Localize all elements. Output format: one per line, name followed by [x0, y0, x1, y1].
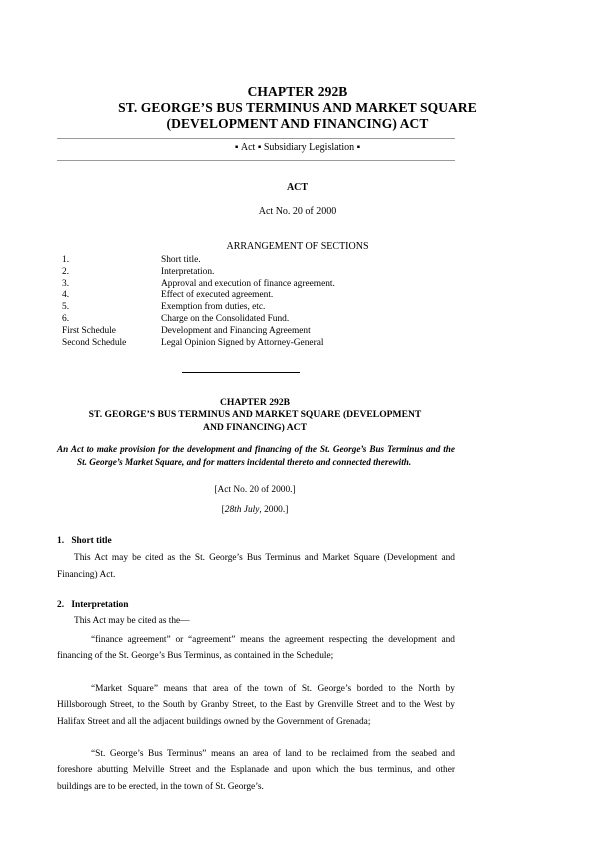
toc-title: Short title.: [161, 255, 201, 265]
toc-number: 4.: [62, 290, 70, 301]
toc-number: 2.: [62, 266, 70, 277]
toc-number: Second Schedule: [62, 337, 127, 348]
toc-row[interactable]: [62, 302, 462, 314]
section-divider: [182, 372, 300, 373]
section-1-text: This Act may be cited as the St. George’s Bus Terminus and Market Square (Development and Financing) Act.: [57, 553, 455, 580]
bullet: ▪: [356, 142, 361, 153]
toc-row[interactable]: [62, 326, 462, 338]
body-title-line-1: ST. GEORGE’S BUS TERMINUS AND MARKET SQUARE (DEVELOPMENT: [88, 409, 422, 420]
act-link[interactable]: Act: [240, 142, 256, 153]
toc-row[interactable]: [62, 267, 462, 279]
arrangement-heading: ARRANGEMENT OF SECTIONS: [226, 241, 369, 252]
chapter-heading: CHAPTER 292B: [247, 84, 348, 99]
toc-row[interactable]: [62, 290, 462, 302]
act-reference: [Act No. 20 of 2000.]: [214, 485, 296, 495]
section-title: Short title: [71, 536, 112, 546]
act-title-line-1: ST. GEORGE’S BUS TERMINUS AND MARKET SQUARE: [118, 100, 477, 115]
section-2-heading: [57, 599, 128, 611]
definition-finance-agreement: “finance agreement” or “agreement” means the agreement respecting the development and financing of the St. George’s Bus Terminus, as contained in the Schedule;: [57, 635, 455, 662]
body-chapter-heading: CHAPTER 292B: [219, 397, 291, 408]
long-title: An Act to make provision for the development and financing of the St. George’s Bus Terminus and the St. George’s Market Square, and for matters incidental thereto and connected therewith.: [57, 444, 455, 467]
toc-title: Interpretation.: [161, 266, 215, 277]
date-bracket: [: [221, 505, 225, 515]
toc-title: Approval and execution of finance agreement.: [161, 278, 335, 289]
toc-row[interactable]: [62, 255, 462, 267]
body-title-line-2: AND FINANCING) ACT: [203, 422, 307, 433]
legislation-nav: [0, 142, 595, 154]
definition-bus-terminus: “St. George’s Bus Terminus” means an area of land to be reclaimed from the seabed and foreshore abutting Melville Street and the Esplanade and upon which the bus terminus, and other buildings are to be erected, in the town of St. George’s.: [57, 749, 455, 792]
toc-row[interactable]: [62, 279, 462, 291]
section-1-heading: [57, 535, 112, 547]
definition-market-square: “Market Square” means that area of the town of St. George’s borded to the North by Hillsborough Street, to the South by Granby Street, to the East by Grenville Street and to the West by Halifax Street and all the adjacent buildings owned by the Government of Grenada;: [57, 684, 455, 727]
date-year: , 2000.]: [259, 505, 289, 515]
bullet: ▪: [257, 142, 262, 153]
toc-row[interactable]: [62, 314, 462, 326]
top-divider: [57, 138, 455, 139]
toc-number: 1.: [62, 255, 70, 265]
section-title: Interpretation: [71, 600, 129, 610]
act-title-line-2: (DEVELOPMENT AND FINANCING) ACT: [166, 116, 429, 131]
toc-title: Charge on the Consolidated Fund.: [161, 313, 290, 324]
toc-title: Legal Opinion Signed by Attorney-General: [161, 337, 324, 348]
arrangement-of-sections: [62, 255, 462, 349]
act-number: Act No. 20 of 2000: [258, 206, 337, 217]
section-2-intro: This Act may be cited as the—: [74, 616, 190, 626]
section-number: 1.: [57, 536, 65, 546]
commencement-date: [0, 504, 510, 516]
toc-number: First Schedule: [62, 325, 116, 336]
section-number: 2.: [57, 600, 65, 610]
toc-number: 5.: [62, 302, 70, 313]
toc-number: 6.: [62, 313, 70, 324]
nav-divider: [57, 160, 455, 161]
toc-title: Exemption from duties, etc.: [161, 302, 266, 313]
toc-number: 3.: [62, 278, 70, 289]
toc-row[interactable]: [62, 338, 462, 350]
date-day: 28th July: [224, 505, 260, 515]
toc-title: Effect of executed agreement.: [161, 290, 274, 301]
subsidiary-legislation-link[interactable]: Subsidiary Legislation: [263, 142, 355, 153]
bullet: ▪: [234, 142, 239, 153]
toc-title: Development and Financing Agreement: [161, 325, 311, 336]
act-heading: ACT: [286, 182, 309, 193]
